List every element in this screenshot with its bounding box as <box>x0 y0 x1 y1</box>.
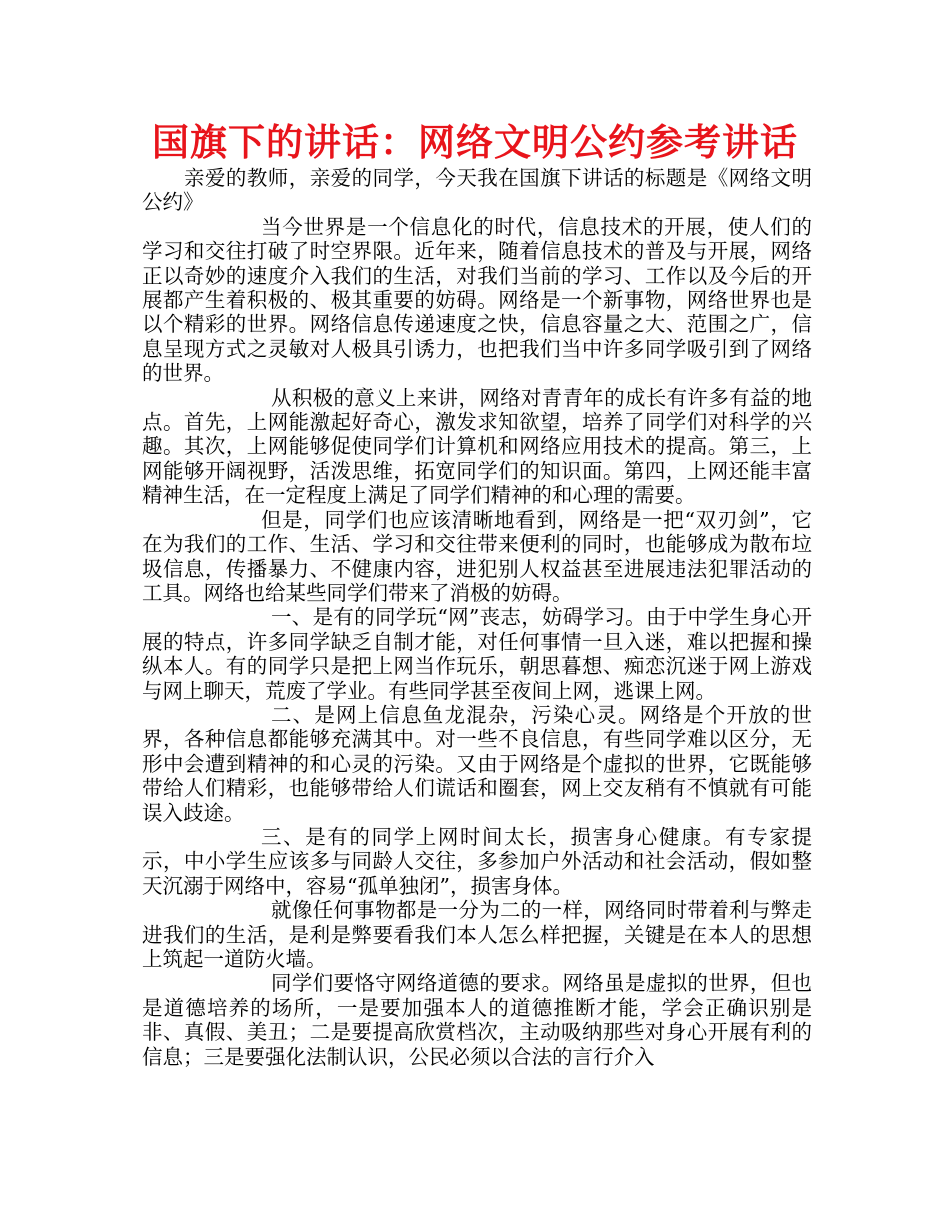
paragraph-greeting: 亲爱的教师，亲爱的同学，今天我在国旗下讲话的标题是《网络文明公约》 <box>142 166 812 215</box>
document-body <box>142 166 812 1069</box>
paragraph-point-one: 一、是有的同学玩“网”丧志，妨碍学习。由于中学生身心开展的特点，许多同学缺乏自制才能，对任何事情一旦入迷，难以把握和操纵本人。有的同学只是把上网当作玩乐，朝思暮想、痴恋沉迷于网上游戏与网上聊天，荒废了学业。有些同学甚至夜间上网，逃课上网。 <box>142 605 812 703</box>
paragraph-information-age: 当今世界是一个信息化的时代，信息技术的开展，使人们的学习和交往打破了时空界限。近年来，随着信息技术的普及与开展，网络正以奇妙的速度介入我们的生活，对我们当前的学习、工作以及今后的开展都产生着积极的、极其重要的妨碍。网络是一个新事物，网络世界也是以个精彩的世界。网络信息传递速度之快，信息容量之大、范围之广，信息呈现方式之灵敏对人极具引诱力，也把我们当中许多同学吸引到了网络的世界。 <box>142 214 812 386</box>
document-title: 国旗下的讲话：网络文明公约参考讲话 <box>152 121 798 164</box>
paragraph-point-two: 二、是网上信息鱼龙混杂，污染心灵。网络是个开放的世界，各种信息都能够充满其中。对一些不良信息，有些同学难以区分，无形中会遭到精神的和心灵的污染。又由于网络是个虚拟的世界，它既能够带给人们精彩，也能够带给人们谎话和圈套，网上交友稍有不慎就有可能误入歧途。 <box>142 702 812 825</box>
paragraph-network-ethics: 同学们要恪守网络道德的要求。网络虽是虚拟的世界，但也是道德培养的场所，一是要加强本人的道德推断才能，学会正确识别是非、真假、美丑；二是要提高欣赏档次，主动吸纳那些对身心开展有利的信息；三是要强化法制认识，公民必须以合法的言行介入 <box>142 971 812 1069</box>
paragraph-point-three: 三、是有的同学上网时间太长，损害身心健康。有专家提示，中小学生应该多与同龄人交往，多参加户外活动和社会活动，假如整天沉溺于网络中，容易“孤单独闭”，损害身体。 <box>142 824 812 898</box>
paragraph-double-edged-sword: 但是，同学们也应该清晰地看到，网络是一把“双刃剑”，它在为我们的工作、生活、学习和交往带来便利的同时，也能够成为散布垃圾信息，传播暴力、不健康内容，进犯别人权益甚至进展违法犯罪活动的工具。网络也给某些同学们带来了消极的妨碍。 <box>142 507 812 605</box>
paragraph-firewall: 就像任何事物都是一分为二的一样，网络同时带着利与弊走进我们的生活，是利是弊要看我们本人怎么样把握，关键是在本人的思想上筑起一道防火墙。 <box>142 898 812 971</box>
paragraph-positive-effects: 从积极的意义上来讲，网络对青青年的成长有许多有益的地点。首先，上网能激起好奇心，激发求知欲望，培养了同学们对科学的兴趣。其次，上网能够促使同学们计算机和网络应用技术的提高。第三，上网能够开阔视野，活泼思维，拓宽同学们的知识面。第四，上网还能丰富精神生活，在一定程度上满足了同学们精神的和心理的需要。 <box>142 385 812 508</box>
